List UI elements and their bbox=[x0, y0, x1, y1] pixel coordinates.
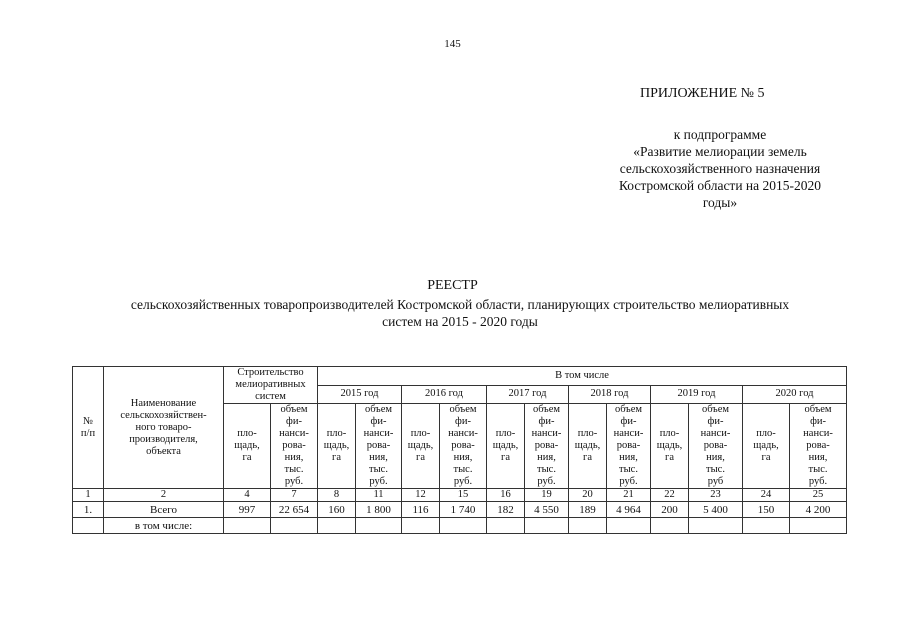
cell bbox=[689, 518, 743, 534]
appendix-line: сельскохозяйственного назначения bbox=[619, 161, 821, 176]
appendix-line: «Развитие мелиорации земель bbox=[633, 144, 807, 159]
registry-subtitle-line: сельскохозяйственных товаропроизводителей Костромской области, планирующих строительство мелиоративных bbox=[130, 297, 790, 312]
header-funding: объем фи- нанси- рова- ния, тыс. руб. bbox=[525, 404, 569, 489]
header-funding: объем фи- нанси- рова- ния, тыс. руб. bbox=[607, 404, 651, 489]
cell bbox=[487, 518, 525, 534]
row-name: Всего bbox=[104, 502, 224, 518]
cell bbox=[318, 518, 356, 534]
cell bbox=[743, 518, 790, 534]
row-num bbox=[73, 518, 104, 534]
header-area: пло- щадь, га bbox=[402, 404, 440, 489]
cell bbox=[356, 518, 402, 534]
cell bbox=[440, 518, 487, 534]
header-name: Наименование сельскохозяйствен- ного товаро- производителя, объекта bbox=[104, 367, 224, 489]
cell bbox=[402, 518, 440, 534]
header-funding: объем фи- нанси- рова- ния, тыс. руб. bbox=[440, 404, 487, 489]
header-funding: объем фи- нанси- рова- ния, тыс. руб bbox=[689, 404, 743, 489]
cell bbox=[607, 518, 651, 534]
cell bbox=[224, 518, 271, 534]
cell: 160 bbox=[318, 502, 356, 518]
cell: 200 bbox=[651, 502, 689, 518]
cell bbox=[271, 518, 318, 534]
cell: 116 bbox=[402, 502, 440, 518]
header-funding: объем фи- нанси- рова- ния, тыс. руб. bbox=[356, 404, 402, 489]
cell bbox=[569, 518, 607, 534]
cell: 1 740 bbox=[440, 502, 487, 518]
page-number: 145 bbox=[444, 38, 461, 50]
cell: 1 800 bbox=[356, 502, 402, 518]
header-year-2016: 2016 год bbox=[402, 385, 487, 404]
cell: 22 654 bbox=[271, 502, 318, 518]
header-including: В том числе bbox=[318, 367, 847, 386]
header-construction: Строительство мелиоративных систем bbox=[224, 367, 318, 404]
header-funding: объем фи- нанси- рова- ния, тыс. руб. bbox=[271, 404, 318, 489]
table-row bbox=[73, 502, 847, 518]
header-area: пло- щадь, га bbox=[651, 404, 689, 489]
header-area: пло- щадь, га bbox=[487, 404, 525, 489]
row-num: 1. bbox=[73, 502, 104, 518]
cell: 150 bbox=[743, 502, 790, 518]
header-num: № п/п bbox=[73, 367, 104, 489]
header-area: пло- щадь, га bbox=[569, 404, 607, 489]
appendix-line: к подпрограмме bbox=[673, 127, 767, 142]
cell bbox=[790, 518, 847, 534]
header-area: пло- щадь, га bbox=[318, 404, 356, 489]
registry-subtitle bbox=[80, 296, 840, 330]
appendix-subtitle bbox=[590, 126, 850, 211]
header-year-2015: 2015 год bbox=[318, 385, 402, 404]
cell: 4 550 bbox=[525, 502, 569, 518]
header-year-2020: 2020 год bbox=[743, 385, 847, 404]
cell: 997 bbox=[224, 502, 271, 518]
header-funding: объем фи- нанси- рова- ния, тыс. руб. bbox=[790, 404, 847, 489]
appendix-line: Костромской области на 2015-2020 bbox=[618, 178, 822, 193]
header-area: пло- щадь, га bbox=[743, 404, 790, 489]
cell: 5 400 bbox=[689, 502, 743, 518]
cell bbox=[525, 518, 569, 534]
column-number-row: 1 2 4 7 8 11 12 15 16 19 20 21 22 23 24 25 bbox=[73, 489, 847, 502]
row-name: в том числе: bbox=[104, 518, 224, 534]
registry-subtitle-line: систем на 2015 - 2020 годы bbox=[382, 314, 538, 329]
registry-title: РЕЕСТР bbox=[427, 278, 478, 293]
cell bbox=[651, 518, 689, 534]
cell: 4 964 bbox=[607, 502, 651, 518]
cell: 189 bbox=[569, 502, 607, 518]
header-year-2018: 2018 год bbox=[569, 385, 651, 404]
registry-table bbox=[72, 366, 847, 534]
table-row bbox=[73, 518, 847, 534]
appendix-line: годы» bbox=[702, 195, 738, 210]
header-year-2019: 2019 год bbox=[651, 385, 743, 404]
header-area: пло- щадь, га bbox=[224, 404, 271, 489]
appendix-title: ПРИЛОЖЕНИЕ № 5 bbox=[640, 86, 765, 101]
cell: 4 200 bbox=[790, 502, 847, 518]
cell: 182 bbox=[487, 502, 525, 518]
header-year-2017: 2017 год bbox=[487, 385, 569, 404]
